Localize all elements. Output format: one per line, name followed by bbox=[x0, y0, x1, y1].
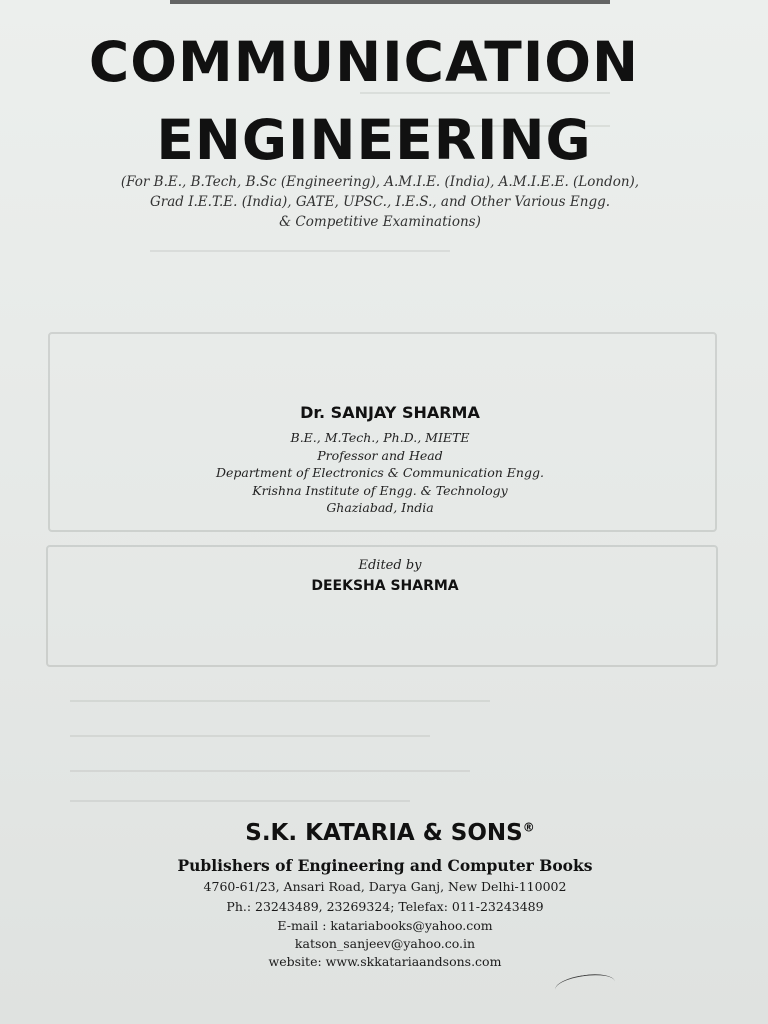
show-through-line bbox=[150, 250, 450, 252]
book-title-line1: COMMUNICATION bbox=[88, 30, 640, 94]
publisher-address: 4760-61/23, Ansari Road, Darya Ganj, New Delhi-110002 bbox=[203, 879, 567, 894]
registered-mark: ® bbox=[522, 820, 535, 835]
publisher-name-text: S.K. KATARIA & SONS bbox=[245, 820, 523, 846]
publisher-tagline: Publishers of Engineering and Computer Books bbox=[177, 856, 593, 875]
author-institute: Krishna Institute of Engg. & Technology bbox=[252, 482, 508, 498]
author-location: Ghaziabad, India bbox=[326, 500, 434, 515]
pen-mark bbox=[554, 971, 616, 1000]
show-through-line bbox=[70, 800, 410, 802]
show-through-line bbox=[70, 735, 430, 737]
editor-name: DEEKSHA SHARMA bbox=[311, 578, 459, 594]
book-title-line2: ENGINEERING bbox=[156, 108, 592, 172]
author-credentials bbox=[200, 429, 560, 517]
publisher-website: website: www.skkatariaandsons.com bbox=[268, 954, 502, 969]
page-edge-shadow bbox=[170, 0, 610, 4]
show-through-line bbox=[70, 700, 490, 702]
author-department: Department of Electronics & Communication Engg. bbox=[216, 465, 544, 480]
publisher-email-1: E-mail : katariabooks@yahoo.com bbox=[277, 918, 493, 933]
subtitle-line: & Competitive Examinations) bbox=[279, 214, 481, 230]
author-name: Dr. SANJAY SHARMA bbox=[300, 403, 480, 422]
publisher-phones: Ph.: 23243489, 23269324; Telefax: 011-23243489 bbox=[226, 899, 544, 914]
book-subtitle bbox=[100, 172, 660, 232]
subtitle-line: (For B.E., B.Tech, B.Sc (Engineering), A.M.I.E. (India), A.M.I.E.E. (London), bbox=[120, 174, 640, 190]
author-degrees: B.E., M.Tech., Ph.D., MIETE bbox=[290, 430, 470, 445]
publisher-email-2: katson_sanjeev@yahoo.co.in bbox=[294, 936, 476, 951]
author-position: Professor and Head bbox=[317, 447, 443, 463]
subtitle-line: Grad I.E.T.E. (India), GATE, UPSC., I.E.S., and Other Various Engg. bbox=[149, 194, 611, 210]
edited-by-label: Edited by bbox=[358, 558, 422, 573]
publisher-name bbox=[180, 820, 600, 846]
show-through-line bbox=[70, 770, 470, 772]
